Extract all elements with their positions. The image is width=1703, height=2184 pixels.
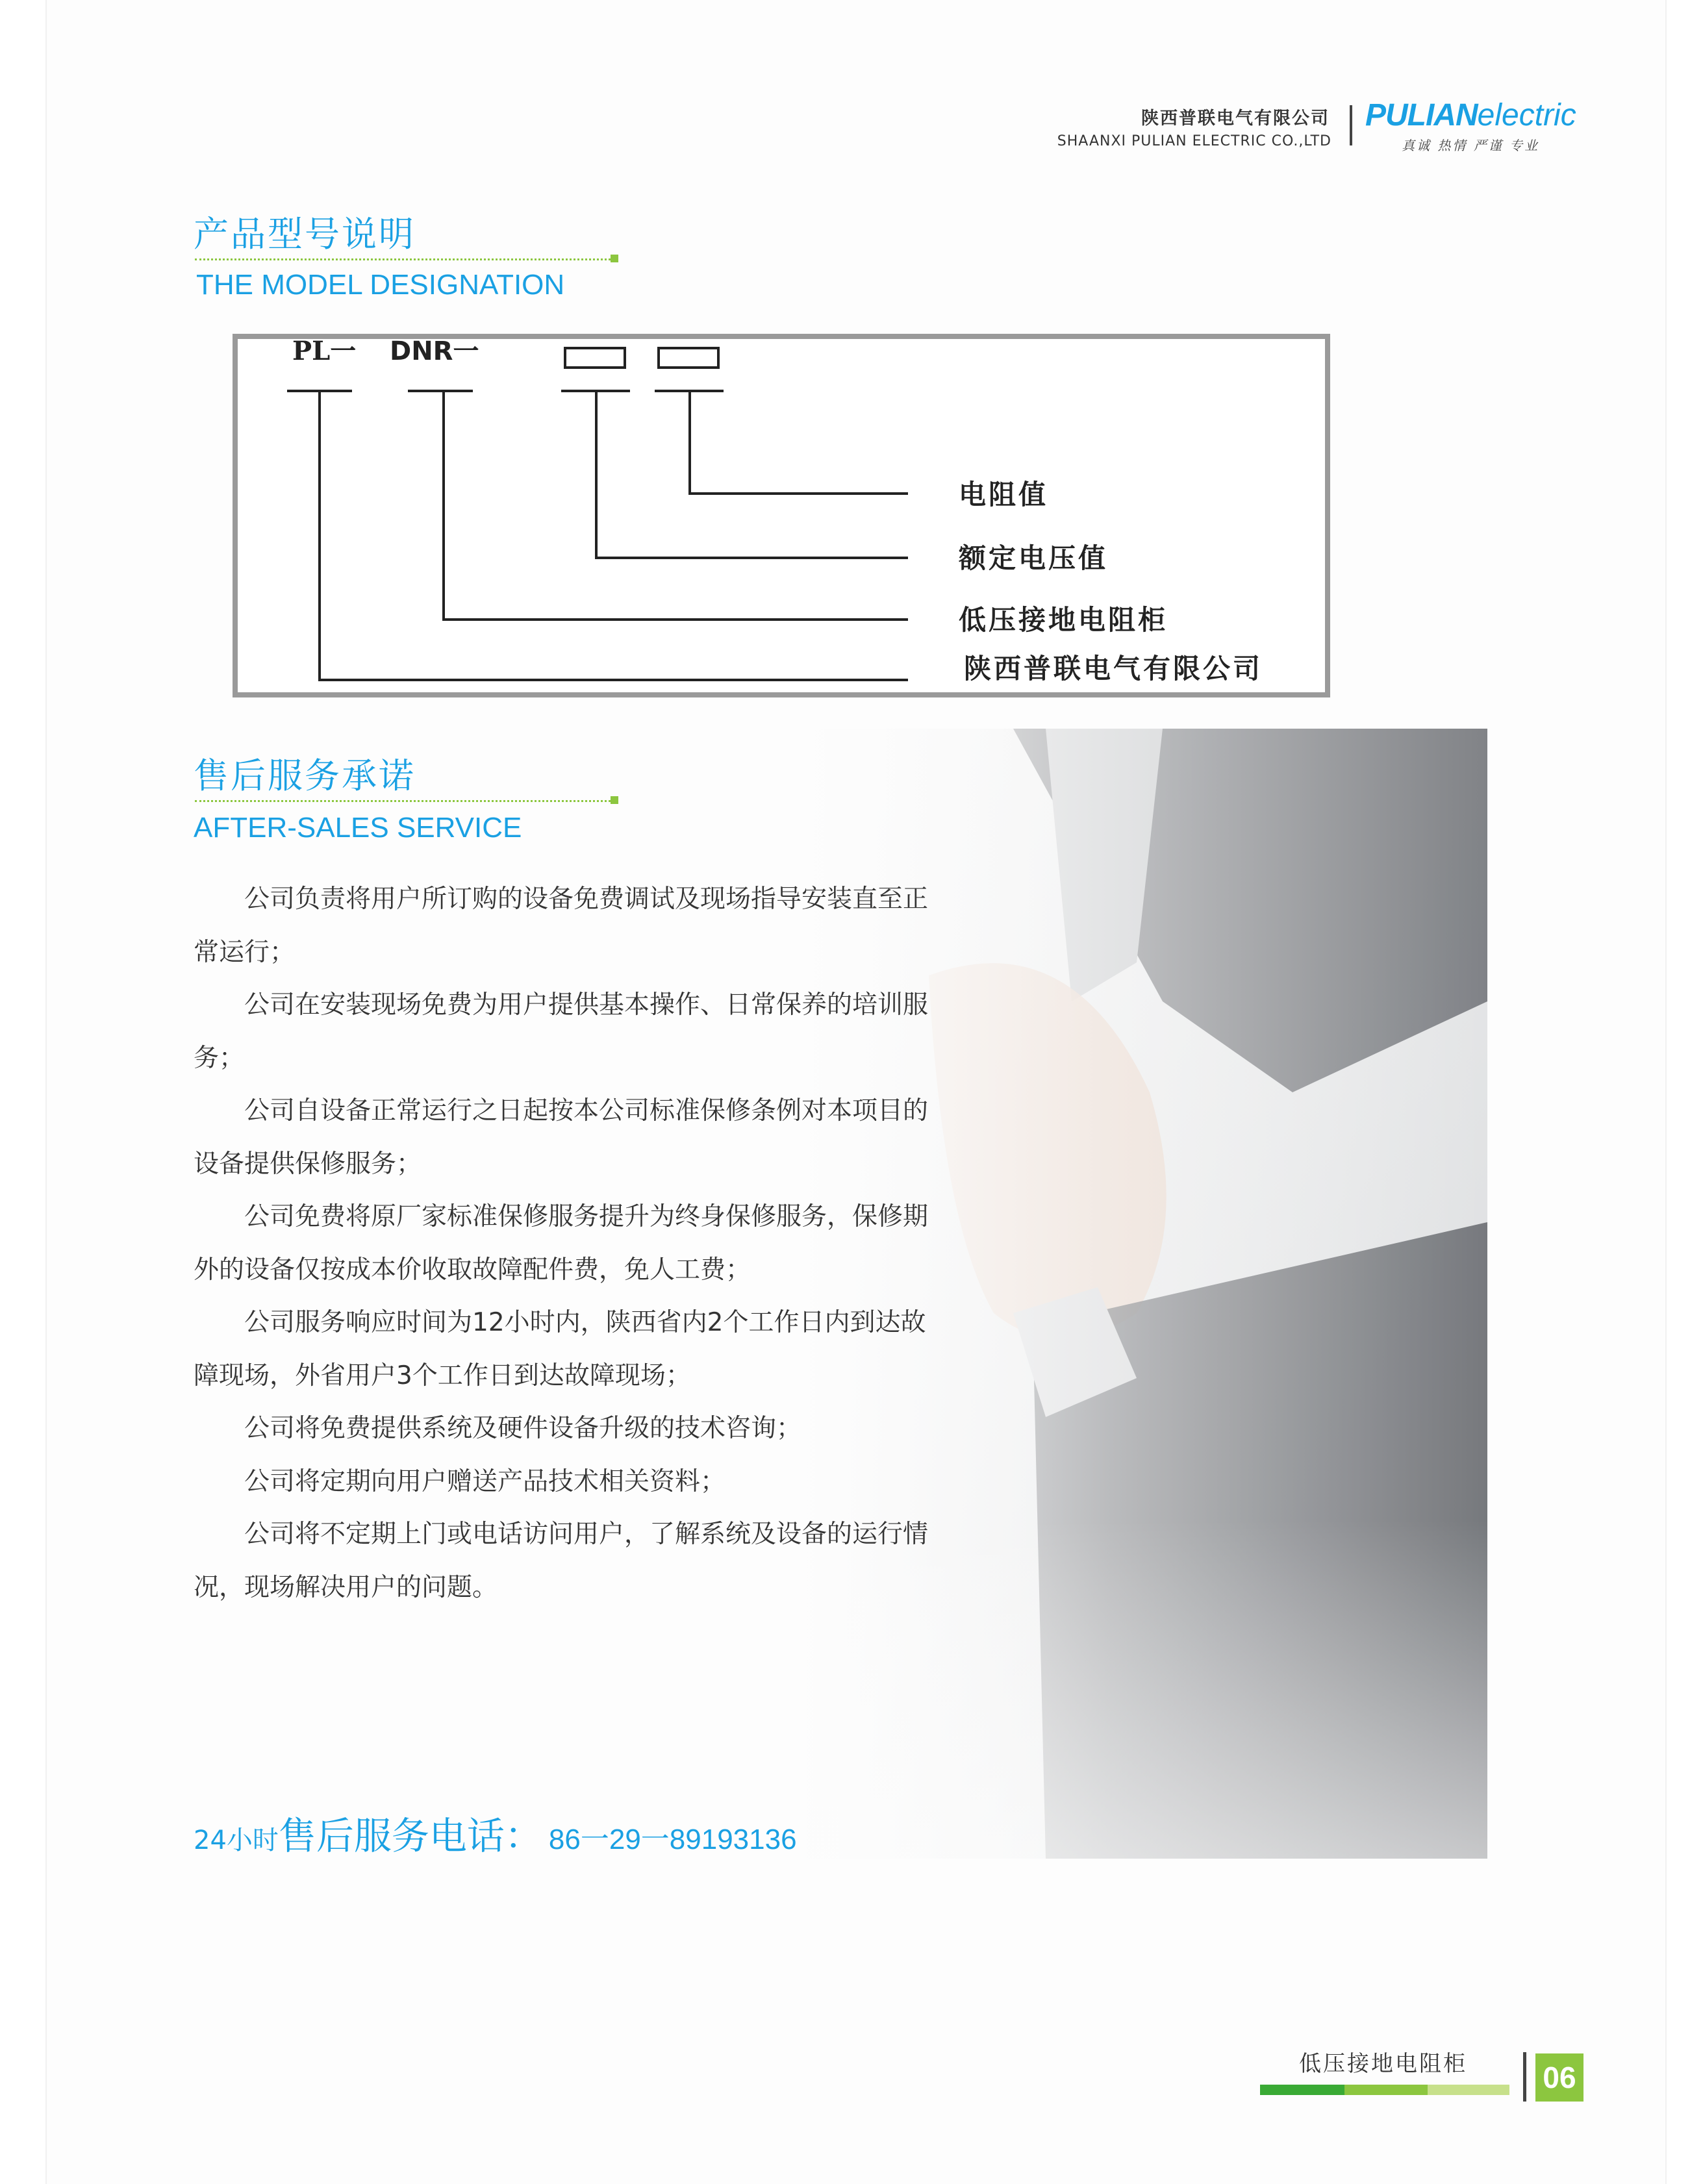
hotline-number: 86一29一89193136 xyxy=(548,1824,797,1855)
company-name-cn: 陕西普联电气有限公司 xyxy=(1141,108,1330,129)
label-cabinet: 低压接地电阻柜 xyxy=(959,604,1168,636)
footer-divider xyxy=(1523,2052,1526,2102)
diagram-frame xyxy=(235,336,1328,695)
model-designation-diagram xyxy=(233,334,1330,697)
footer-color-bars xyxy=(1260,2085,1509,2095)
code-prefix-pl: PL一 xyxy=(292,336,357,366)
footer-product-title: 低压接地电阻柜 xyxy=(1299,2051,1467,2077)
label-resistance: 电阻值 xyxy=(959,479,1049,510)
header-divider xyxy=(1350,105,1352,145)
service-hotline xyxy=(194,1805,797,1860)
service-title-dot xyxy=(611,796,618,804)
footer-bar-dark xyxy=(1260,2085,1344,2095)
commitment-paragraph: 公司服务响应时间为12小时内，陕西省内2个工作日内到达故障现场，外省用户3个工作日到达故障现场； xyxy=(194,1308,926,1390)
footer-bar-light xyxy=(1428,2085,1509,2095)
company-slogan: 真诚 热情 严谨 专业 xyxy=(1402,138,1540,153)
code-prefix-dnr: DNR一 xyxy=(390,336,479,366)
commitment-paragraph: 公司将免费提供系统及硬件设备升级的技术咨询； xyxy=(244,1414,802,1443)
service-commitments xyxy=(194,873,934,1614)
service-section-title-cn: 售后服务承诺 xyxy=(194,755,416,796)
label-company: 陕西普联电气有限公司 xyxy=(964,653,1263,684)
commitment-paragraph: 公司免费将原厂家标准保修服务提升为终身保修服务，保修期外的设备仅按成本价收取故障配件费，免人工费； xyxy=(194,1202,929,1285)
hotline-label: 售后服务电话： xyxy=(278,1814,542,1858)
commitment-paragraph: 公司在安装现场免费为用户提供基本操作、日常保养的培训服务； xyxy=(194,990,929,1073)
model-title-dot xyxy=(611,255,618,262)
hotline-24h: 24小时 xyxy=(194,1826,279,1855)
model-section-title-en: THE MODEL DESIGNATION xyxy=(196,269,565,301)
commitment-paragraph: 公司自设备正常运行之日起按本公司标准保修条例对本项目的设备提供保修服务； xyxy=(194,1096,929,1179)
logo-bold-text: PULIAN xyxy=(1365,98,1478,132)
footer-bar-mid xyxy=(1344,2085,1428,2095)
model-title-underline xyxy=(195,258,611,260)
commitment-paragraph: 公司将定期向用户赠送产品技术相关资料； xyxy=(244,1466,726,1496)
service-section-title-en: AFTER-SALES SERVICE xyxy=(194,812,522,844)
page-number-badge: 06 xyxy=(1535,2053,1583,2102)
company-name-en: SHAANXI PULIAN ELECTRIC CO.,LTD xyxy=(1057,133,1331,149)
logo-light-text: electric xyxy=(1477,98,1576,132)
service-title-underline xyxy=(195,800,611,802)
label-voltage: 额定电压值 xyxy=(959,542,1109,574)
pulian-logo xyxy=(1365,97,1576,133)
commitment-paragraph: 公司负责将用户所订购的设备免费调试及现场指导安装直至正常运行； xyxy=(194,885,929,967)
model-section-title-cn: 产品型号说明 xyxy=(194,214,416,255)
commitment-paragraph: 公司将不定期上门或电话访问用户，了解系统及设备的运行情况，现场解决用户的问题。 xyxy=(194,1520,929,1602)
